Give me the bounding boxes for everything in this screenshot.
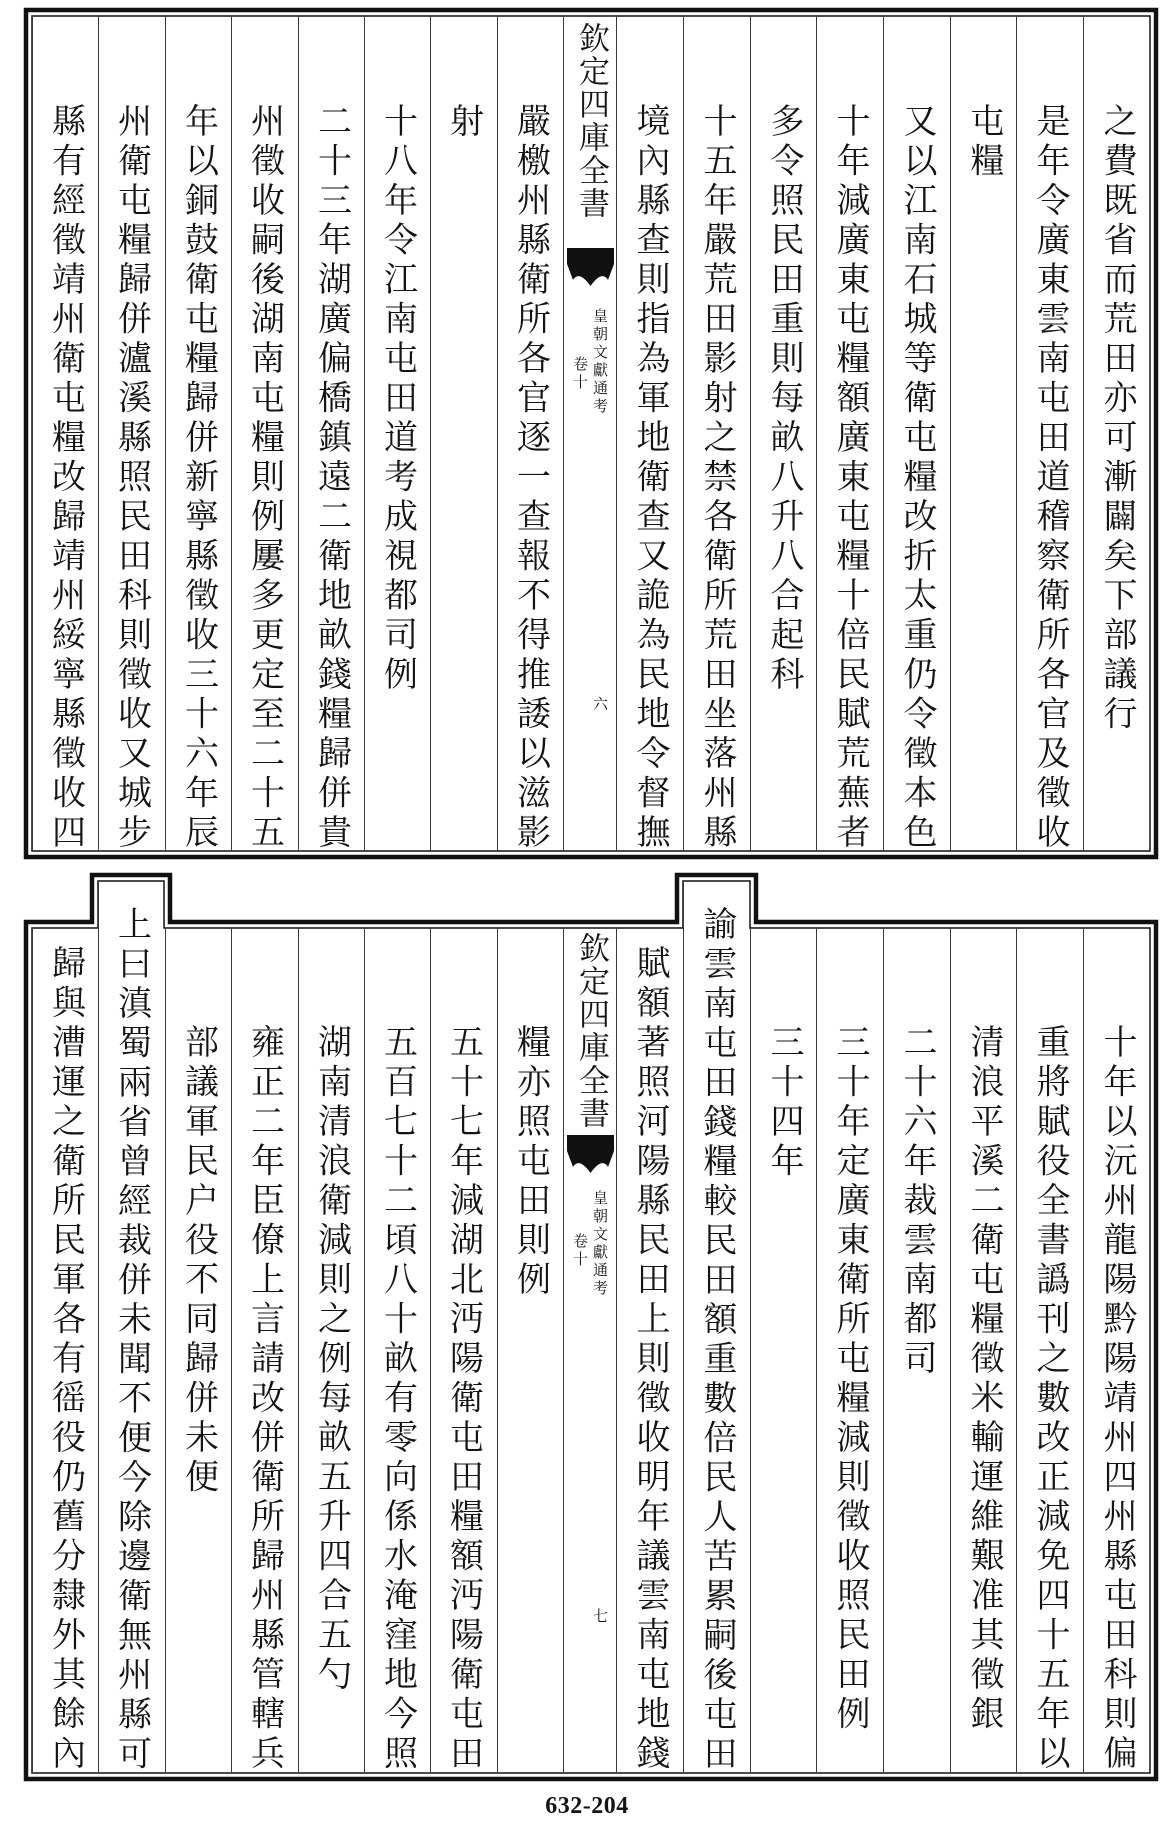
text-column xyxy=(1083,928,1150,1773)
column-text: 糧亦照屯田則例 xyxy=(510,1024,551,1301)
column-text: 多令照民田重則每畝八升八合起科 xyxy=(764,103,804,696)
column-text: 年以銅鼓衛屯糧歸併新寧縣徵收三十六年辰 xyxy=(178,103,219,854)
text-column xyxy=(98,881,164,1773)
column-text: 三十四年 xyxy=(764,1024,804,1182)
text-column xyxy=(298,928,364,1773)
column-text: 是年令廣東雲南屯田道稽察衛所各官及徵收 xyxy=(1030,103,1070,854)
column-text: 部議軍民户役不同歸併未便 xyxy=(178,1024,219,1498)
text-column xyxy=(1016,16,1083,854)
column-text: 州衛屯糧歸併瀘溪縣照民田科則徵收又城步 xyxy=(111,103,152,854)
text-column xyxy=(165,928,231,1773)
column-text: 嚴檄州縣衛所各官逐一查報不得推諉以滋影 xyxy=(510,103,551,854)
column-text: 二十六年裁雲南都司 xyxy=(897,1024,937,1380)
fish-tail-mark xyxy=(564,246,617,290)
column-text: 重將賦役全書譌刊之數改正減免四十五年以 xyxy=(1030,1024,1070,1775)
text-column xyxy=(430,928,496,1773)
text-column xyxy=(430,16,496,851)
center-fold-column xyxy=(563,928,616,1773)
text-column xyxy=(616,928,683,1773)
text-column xyxy=(32,928,98,1773)
text-column xyxy=(497,928,563,1773)
column-text: 境內縣查則指為軍地衛查又詭為民地令督撫 xyxy=(630,103,670,854)
text-column xyxy=(364,928,430,1773)
column-text: 三十年定廣東衛所屯糧減則徵收照民田例 xyxy=(830,1024,870,1735)
volume-label: 卷十 xyxy=(571,356,589,392)
column-text: 十五年嚴荒田影射之禁各衛所荒田坐落州縣 xyxy=(697,103,737,854)
column-text: 上曰滇蜀兩省曾經裁併未聞不便今除邊衛無州縣可 xyxy=(111,905,152,1775)
text-column xyxy=(1083,16,1150,851)
text-column xyxy=(950,928,1017,1773)
source-title: 皇朝文獻通考 xyxy=(591,1190,609,1298)
text-column xyxy=(816,16,883,854)
text-column xyxy=(98,16,164,854)
text-column xyxy=(1016,928,1083,1773)
text-column xyxy=(231,16,297,854)
folio-number: 七 xyxy=(591,1608,609,1626)
volume-label: 卷十 xyxy=(571,1233,589,1269)
column-text: 清浪平溪二衛屯糧徵米輸運維艱准其徵銀 xyxy=(964,1024,1004,1735)
column-text: 十年減廣東屯糧額廣東屯糧十倍民賦荒蕪者 xyxy=(830,103,870,854)
column-text: 五百七十二頃八十畝有零向係水淹窪地今照 xyxy=(377,1024,418,1775)
column-text: 縣有經徵靖州衛屯糧改歸靖州綏寧縣徵收四 xyxy=(45,103,86,854)
text-column xyxy=(497,16,563,854)
column-text: 射 xyxy=(443,103,484,143)
column-text: 二十三年湖廣偏橋鎮遠二衛地畝錢糧歸併貴 xyxy=(311,103,352,854)
page-reference-number: 632-204 xyxy=(545,1793,629,1819)
text-column xyxy=(950,16,1017,851)
book-title: 欽定四庫全書 xyxy=(573,932,609,1130)
text-column xyxy=(683,16,750,854)
column-text: 州徵收嗣後湖南屯糧則例屢多更定至二十五 xyxy=(244,103,285,854)
column-text: 諭雲南屯田錢糧較民田額重數倍民人苦累嗣後屯田 xyxy=(697,905,737,1775)
column-text: 五十七年減湖北沔陽衛屯田糧額沔陽衛屯田 xyxy=(443,1024,484,1775)
text-column xyxy=(231,928,297,1773)
text-column xyxy=(32,16,98,854)
text-column xyxy=(298,16,364,854)
text-column xyxy=(750,16,817,851)
column-text: 十八年令江南屯田道考成視都司例 xyxy=(377,103,418,696)
text-column xyxy=(165,16,231,854)
folio-number: 六 xyxy=(591,696,609,714)
fish-tail-mark xyxy=(564,1133,617,1177)
text-column xyxy=(683,881,750,1773)
column-text: 歸與漕運之衛所民軍各有徭役仍舊分隸外其餘內 xyxy=(45,945,86,1775)
column-text: 雍正二年臣僚上言請改併衛所歸州縣管轄兵 xyxy=(244,1024,285,1775)
column-text: 又以江南石城等衛屯糧改折太重仍令徵本色 xyxy=(897,103,937,854)
text-column xyxy=(816,928,883,1773)
center-fold-column xyxy=(563,16,616,851)
column-text: 賦額著照河陽縣民田上則徵收明年議雲南屯地錢 xyxy=(630,945,670,1775)
text-column xyxy=(616,16,683,854)
source-title: 皇朝文獻通考 xyxy=(591,308,609,416)
column-text: 湖南清浪衛減則之例每畝五升四合五勺 xyxy=(311,1024,352,1696)
column-text: 屯糧 xyxy=(964,103,1004,182)
column-text: 之費既省而荒田亦可漸闢矣下部議行 xyxy=(1097,103,1137,735)
book-title: 欽定四庫全書 xyxy=(573,22,609,220)
text-column xyxy=(883,16,950,854)
text-column xyxy=(883,928,950,1773)
text-column xyxy=(750,928,817,1773)
text-column xyxy=(364,16,430,851)
column-text: 十年以沅州龍陽黔陽靖州四州縣屯田科則偏 xyxy=(1097,1024,1137,1775)
